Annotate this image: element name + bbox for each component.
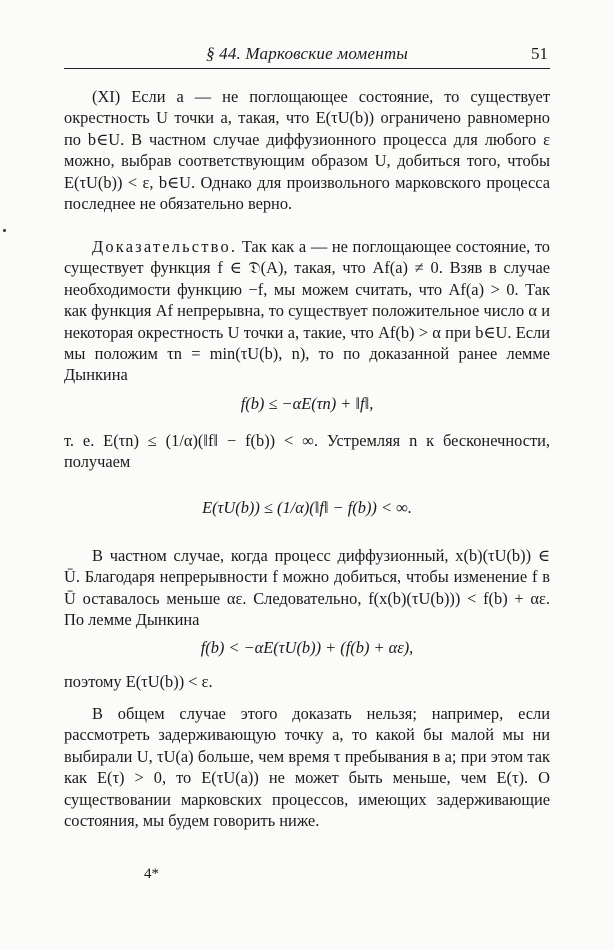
statement-xi-text: (XI) Если a — не поглощающее состояние, то существует окрестность U точки a, такая, что E(τU(b)) ограничено равномерно по b∈U. В частном случае диффузионного процесса для любого ε можно, выбрав соответствующим образом U, добиться того, чтобы E(τU(b)) < ε, b∈U. Однако для произвольного марковского процесса последнее не обязательно верно. — [64, 87, 550, 214]
page-number: 51 — [531, 44, 548, 63]
diffusion-case — [64, 545, 550, 631]
proof-text — [64, 236, 550, 386]
conclusion-line — [64, 671, 550, 692]
proof-paragraph — [64, 236, 550, 386]
proof-label: Доказательство. — [92, 237, 238, 256]
general-case — [64, 703, 550, 831]
signature-mark: 4* — [144, 866, 159, 882]
proof-continuation — [64, 430, 550, 473]
proof-body: Так как a — не поглощающее состояние, то существует функция f ∈ 𝔇(A), такая, что Af(a) ≠ 0. Взяв в случае необходимости функцию −f, мы можем считать, что Af(a) > 0. Так как функция Af непрерывна, то существует положительное число α и некоторая окрестность U точки a, такие, что Af(b) > α при b∈U. Если мы положим τn = min(τU(b), n), то по доказанной ранее лемме Дынкина — [64, 237, 550, 385]
diffusion-case-text: В частном случае, когда процесс диффузионный, x(b)(τU(b)) ∈ Ū. Благодаря непрерывности f можно добиться, чтобы изменение f в Ū оставалось меньше αε. Следовательно, f(x(b)(τU(b))) < f(b) + αε. По лемме Дынкина — [64, 546, 550, 630]
proof-continuation-text: т. е. E(τn) ≤ (1/α)(‖f‖ − f(b)) < ∞. Устремляя n к бесконечности, получаем — [64, 431, 550, 472]
section-title: § 44. Марковские моменты — [205, 44, 409, 63]
margin-mark — [3, 229, 6, 232]
running-header — [64, 38, 550, 69]
general-case-text: В общем случае этого доказать нельзя; например, если рассмотреть задерживающую точку a, то какой бы малой мы ни выбирали U, τU(a) больше, чем время τ пребывания в a; при этом так как E(τ) > 0, то E(τU(a)) не может быть меньше, чем E(τ). О существовании марковских процессов, имеющих задерживающие состояния, мы будем говорить ниже. — [64, 704, 550, 831]
conclusion-text: поэтому E(τU(b)) < ε. — [64, 672, 213, 691]
formula-expectation-bound: E(τU(b)) ≤ (1/α)(‖f‖ − f(b)) < ∞. — [202, 498, 412, 517]
formula-dynkin-2: f(b) < −αE(τU(b)) + (f(b) + αε), — [200, 638, 414, 657]
formula-dynkin-1: f(b) ≤ −αE(τn) + ‖f‖, — [240, 394, 374, 413]
statement-xi — [64, 86, 550, 214]
